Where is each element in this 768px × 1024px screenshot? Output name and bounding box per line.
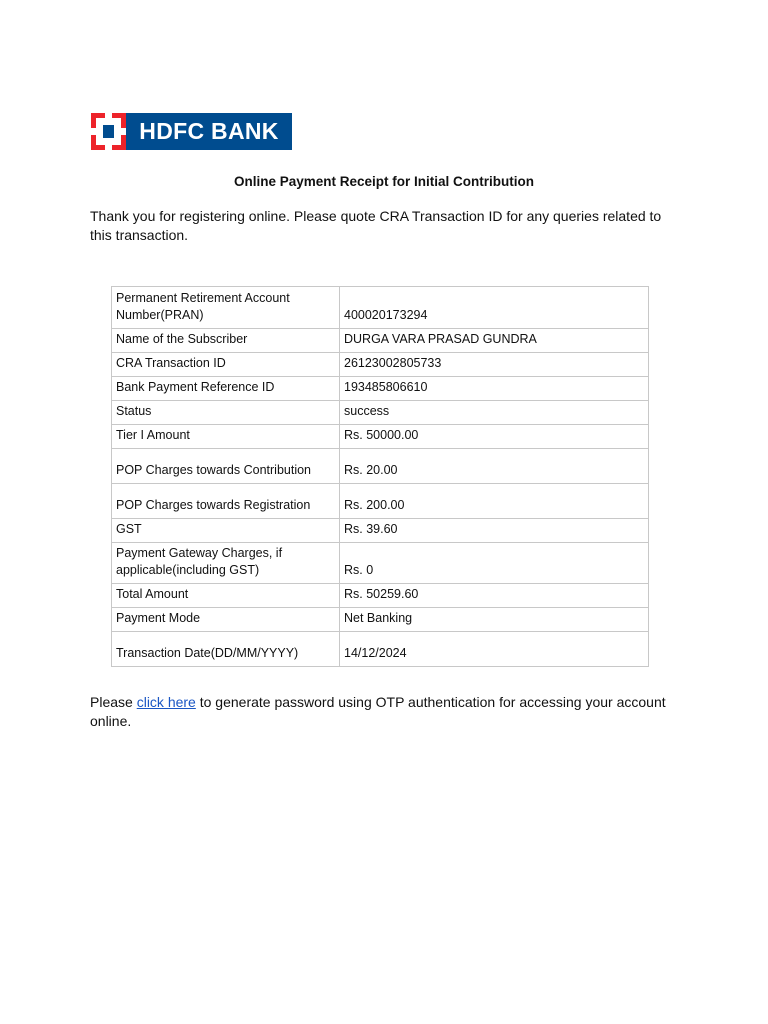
row-label: Name of the Subscriber (112, 329, 340, 353)
row-label: Total Amount (112, 584, 340, 608)
row-label: Status (112, 401, 340, 425)
receipt-table (111, 286, 649, 667)
table-row (112, 449, 649, 484)
row-label: Bank Payment Reference ID (112, 377, 340, 401)
row-value: success (340, 401, 649, 425)
table-row (112, 287, 649, 329)
row-value: Rs. 0 (340, 543, 649, 584)
table-row (112, 377, 649, 401)
row-value: Rs. 50000.00 (340, 425, 649, 449)
hdfc-logo-mark-icon (91, 113, 126, 150)
table-row (112, 353, 649, 377)
row-value: Rs. 39.60 (340, 519, 649, 543)
table-row (112, 519, 649, 543)
table-row (112, 584, 649, 608)
table-row (112, 608, 649, 632)
row-label: POP Charges towards Registration (112, 484, 340, 519)
row-value: 26123002805733 (340, 353, 649, 377)
table-row (112, 632, 649, 667)
row-label: POP Charges towards Contribution (112, 449, 340, 484)
page-title: Online Payment Receipt for Initial Contribution (233, 174, 535, 189)
logo-wordmark: HDFC BANK (126, 113, 292, 150)
click-here-link[interactable]: click here (136, 694, 196, 710)
row-label: Payment Gateway Charges, if applicable(including GST) (112, 543, 340, 584)
row-value: 193485806610 (340, 377, 649, 401)
table-row (112, 484, 649, 519)
row-value: Rs. 50259.60 (340, 584, 649, 608)
footer-text-before: Please (90, 694, 137, 710)
row-label: GST (112, 519, 340, 543)
hdfc-bank-logo (91, 113, 292, 150)
row-label: Transaction Date(DD/MM/YYYY) (112, 632, 340, 667)
row-value: 14/12/2024 (340, 632, 649, 667)
row-label: Payment Mode (112, 608, 340, 632)
row-label: Permanent Retirement Account Number(PRAN) (112, 287, 340, 329)
row-value: Net Banking (340, 608, 649, 632)
row-value: DURGA VARA PRASAD GUNDRA (340, 329, 649, 353)
intro-text: Thank you for registering online. Please quote CRA Transaction ID for any queries related to this transaction. (90, 208, 662, 243)
table-row (112, 425, 649, 449)
table-row (112, 329, 649, 353)
row-value: Rs. 200.00 (340, 484, 649, 519)
table-row (112, 401, 649, 425)
row-value: Rs. 20.00 (340, 449, 649, 484)
footer-text-after: to generate password using OTP authentication for accessing your account online. (90, 694, 666, 729)
row-value: 400020173294 (340, 287, 649, 329)
row-label: CRA Transaction ID (112, 353, 340, 377)
table-row (112, 543, 649, 584)
row-label: Tier I Amount (112, 425, 340, 449)
footer-text (90, 693, 680, 731)
